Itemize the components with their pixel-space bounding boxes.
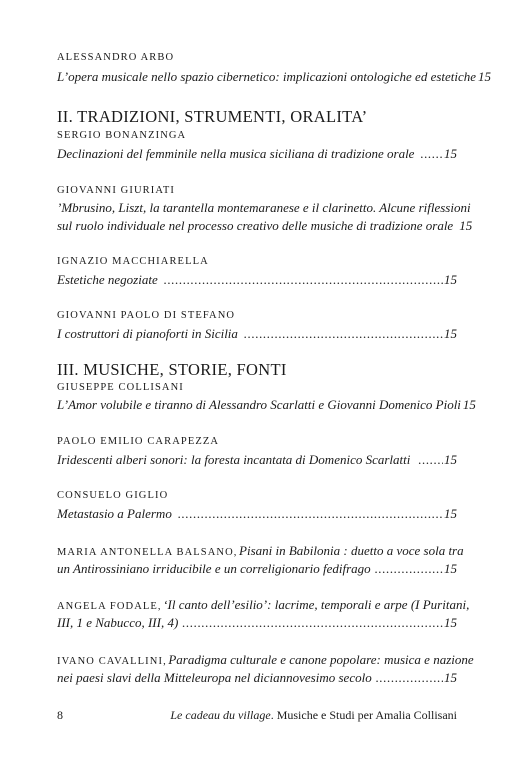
entry-page: 15 (478, 69, 492, 84)
entry-page: 15 (444, 561, 457, 576)
section-heading: II. TRADIZIONI, STRUMENTI, ORALITA’ (57, 107, 368, 126)
leader-dots (244, 326, 443, 342)
entry-page: 15 (459, 218, 473, 233)
entry-author: IVANO CAVALLINI (57, 656, 164, 667)
toc-page (57, 0, 492, 765)
entry-title: Declinazioni del femminile nella musica siciliana di tradizione orale (57, 146, 415, 161)
section-heading: III. MUSICHE, STORIE, FONTI (57, 360, 287, 379)
entry-title: un Antirossiniano irriducibile e un correligionario fedifrago (57, 561, 371, 576)
toc-entry (57, 272, 457, 288)
leader-dots (178, 506, 443, 522)
leader-dots (420, 146, 443, 162)
leader-dots (375, 561, 443, 577)
entry-page: 15 (444, 670, 457, 685)
entry-page: 15 (444, 146, 457, 161)
running-footer-text: . Musiche e Studi per Amalia Collisani (270, 708, 457, 722)
toc-entry (57, 615, 457, 631)
entry-title: Pisani in Babilonia : duetto a voce sola tra (239, 543, 464, 558)
toc-entry (57, 146, 457, 162)
toc-entry (57, 561, 457, 577)
entry-title: nei paesi slavi della Mitteleuropa nel diciannovesimo secolo (57, 670, 372, 685)
entry-title: L’Amor volubile e tiranno di Alessandro Scarlatti e Giovanni Domenico Pioli (57, 397, 461, 412)
entry-title: ’Mbrusino, Liszt, la tarantella montemaranese e il clarinetto. Alcune riflessioni (57, 200, 471, 215)
leader-dots (164, 272, 443, 288)
entry-author: GIUSEPPE COLLISANI (57, 382, 184, 393)
running-footer-italic: Le cadeau du village (170, 708, 271, 722)
entry-title: Paradigma culturale e canone popolare: musica e nazione (168, 652, 474, 667)
toc-entry: IVANO CAVALLINI, Paradigma culturale e canone popolare: musica e nazione (57, 652, 474, 667)
running-footer (170, 708, 457, 723)
toc-entry (57, 326, 457, 342)
entry-author: CONSUELO GIGLIO (57, 490, 169, 501)
entry-author: SERGIO BONANZINGA (57, 130, 187, 141)
toc-entry (57, 506, 457, 522)
leader-dots (418, 452, 443, 468)
entry-title: Iridescenti alberi sonori: la foresta incantata di Domenico Scarlatti (57, 452, 411, 467)
toc-entry (57, 69, 492, 85)
entry-title: Metastasio a Palermo (57, 506, 172, 521)
toc-entry (57, 218, 473, 234)
entry-author: ALESSANDRO ARBO (57, 52, 175, 63)
entry-title: Estetiche negoziate (57, 272, 158, 287)
entry-page: 15 (462, 397, 476, 412)
leader-dots (376, 670, 443, 686)
entry-title: sul ruolo individuale nel processo creativo delle musiche di tradizione orale (57, 218, 454, 233)
toc-entry: ANGELA FODALE, ‘Il canto dell’esilio’: lacrime, temporali e arpe (I Puritani, (57, 597, 470, 612)
entry-title: I costruttori di pianoforti in Sicilia (57, 326, 238, 341)
leader-dots (182, 615, 443, 631)
entry-author: GIOVANNI PAOLO DI STEFANO (57, 310, 236, 321)
entry-title: L’opera musicale nello spazio cibernetico: implicazioni ontologiche ed estetiche (57, 69, 477, 84)
toc-entry (57, 397, 476, 413)
entry-page: 15 (444, 615, 457, 630)
toc-entry (57, 670, 457, 686)
entry-author: ANGELA FODALE (57, 601, 158, 612)
toc-entry (57, 452, 457, 468)
entry-title: ‘Il canto dell’esilio’: lacrime, temporali e arpe (I Puritani, (163, 597, 470, 612)
entry-author: IGNAZIO MACCHIARELLA (57, 256, 209, 267)
entry-author: PAOLO EMILIO CARAPEZZA (57, 436, 220, 447)
entry-page: 15 (444, 506, 457, 521)
entry-author: MARIA ANTONELLA BALSANO (57, 547, 234, 558)
entry-page: 15 (444, 452, 457, 467)
toc-entry: MARIA ANTONELLA BALSANO, Pisani in Babilonia : duetto a voce sola tra (57, 543, 464, 558)
entry-page: 15 (444, 272, 457, 287)
entry-title: III, 1 e Nabucco, III, 4) (57, 615, 179, 630)
page-number: 8 (57, 708, 63, 722)
entry-page: 15 (444, 326, 457, 341)
entry-author: GIOVANNI GIURIATI (57, 185, 175, 196)
